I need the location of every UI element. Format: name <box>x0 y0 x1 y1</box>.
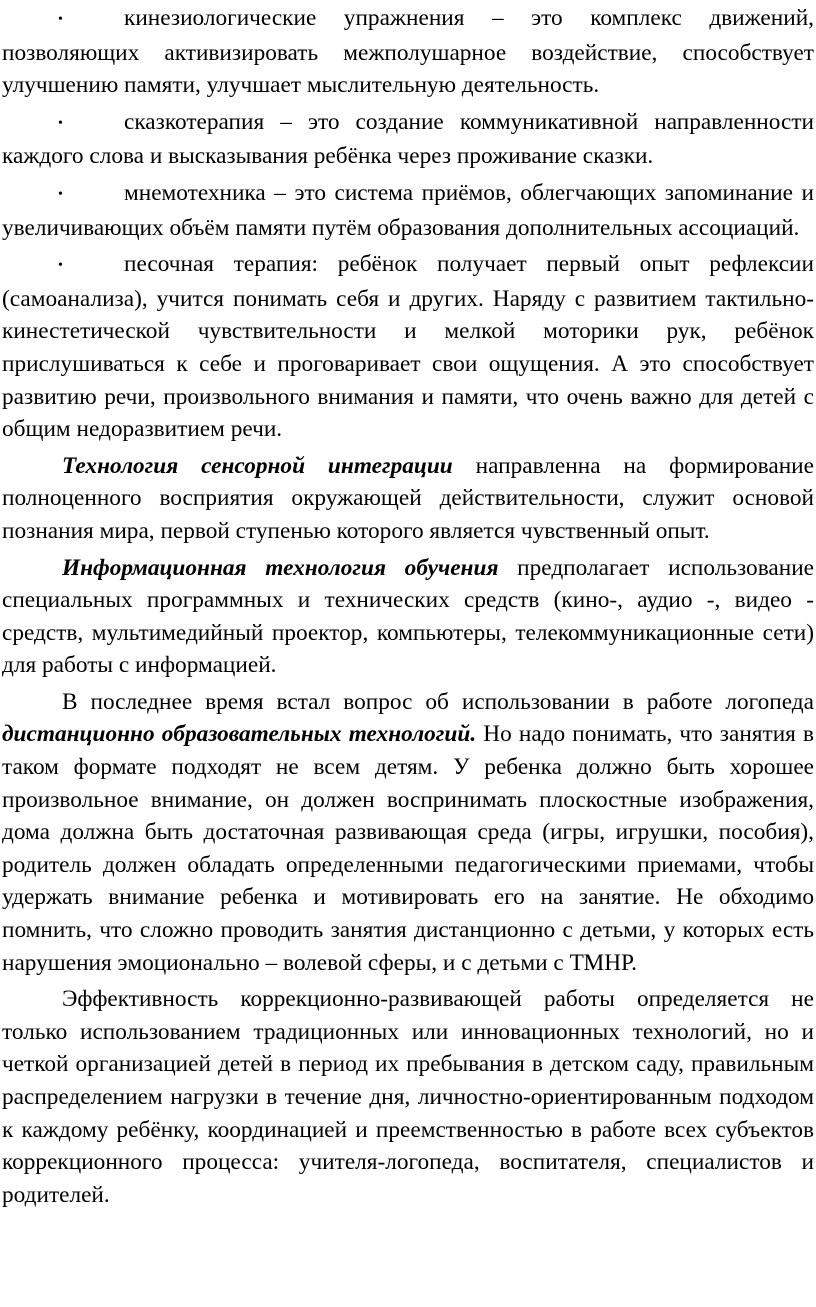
list-item-text: сказкотерапия – это создание коммуникативной направленности каждого слова и высказывания ребёнка через проживание сказки. <box>2 108 814 170</box>
paragraph-text: направленна на формирование полноценного восприятия окружающей действительности, служит основой познания мира, первой ступенью которого является чувственный опыт. <box>2 452 814 544</box>
paragraph-text-after: Но надо понимать, что занятия в таком формате подходят не всем детям. У ребенка должно быть хорошее произвольное внимание, он должен воспринимать плоскостные изображения, дома должна быть достаточная развивающая среда (игры, игрушки, пособия), родитель должен обладать определенными педагогическими приемами, чтобы удержать внимание ребенка и мотивировать его на занятие. Не обходимо помнить, что сложно проводить занятия дистанционно с детьми, у которых есть нарушения эмоционально – волевой сферы, и с детьми с ТМНР. <box>2 721 815 976</box>
term-information-technology: Информационная технология обучения <box>62 554 499 581</box>
list-item-text: песочная терапия: ребёнок получает первый опыт рефлексии (самоанализа), учится понимать себя и других. Наряду с развитием тактильно-кинестетической чувствительности и мелкой моторики рук, ребёнок прислушиваться к себе и проговаривает свои ощущения. А это способствует развитию речи, произвольного внимания и памяти, что очень важно для детей с общим недоразвитием речи. <box>2 251 814 443</box>
paragraph-text: Эффективность коррекционно-развивающей работы определяется не только использованием традиционных или инновационных технологий, но и четкой организацией детей в период их пребывания в детском саду, правильным распределением нагрузки в течение дня, личностно-ориентированным подходом к каждому ребёнку, координацией и преемственностью в работе всех субъектов коррекционного процесса: учителя-логопеда, воспитателя, специалистов и родителей. <box>2 986 814 1208</box>
bullet-icon: • <box>58 186 63 202</box>
list-item-mnemonics <box>2 177 814 244</box>
paragraph-distance-learning <box>2 686 814 979</box>
term-sensory-integration: Технология сенсорной интеграции <box>62 452 453 479</box>
paragraph-text-before: В последнее время встал вопрос об использовании в работе логопеда <box>62 688 814 715</box>
list-item-text: мнемотехника – это система приёмов, облегчающих запоминание и увеличивающих объём памяти путём образования дополнительных ассоциаций. <box>2 179 814 241</box>
bullet-icon: • <box>58 258 63 274</box>
bullet-icon: • <box>58 115 63 131</box>
list-item-text: кинезиологические упражнения – это комплекс движений, позволяющих активизировать межполушарное воздействие, способствует улучшению памяти, улучшает мыслительную деятельность. <box>2 5 814 99</box>
paragraph-sensory-integration <box>2 450 814 548</box>
list-item-fairytale-therapy <box>2 106 814 173</box>
list-item-kinesiology <box>2 2 814 102</box>
paragraph-effectiveness <box>2 983 814 1211</box>
paragraph-text: предполагает использование специальных программных и технических средств (кино-, аудио -, видео - средств, мультимедийный проектор, компьютеры, телекоммуникационные сети) для работы с информацией. <box>2 554 814 679</box>
term-distance-learning: дистанционно образовательных технологий. <box>2 721 477 748</box>
paragraph-information-technology <box>2 552 814 682</box>
list-item-sand-therapy <box>2 248 814 446</box>
bullet-icon: • <box>58 12 63 27</box>
